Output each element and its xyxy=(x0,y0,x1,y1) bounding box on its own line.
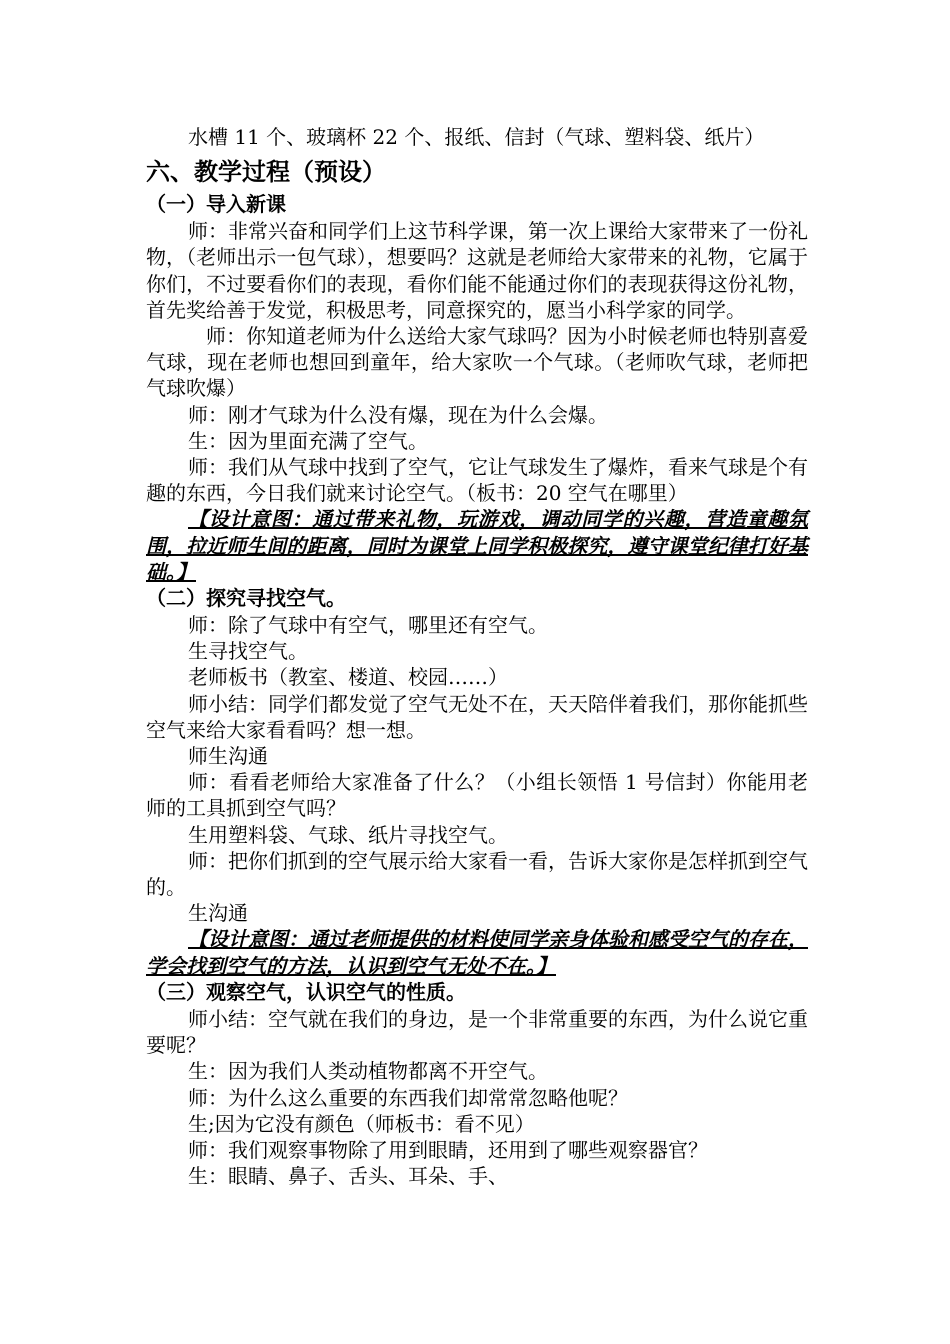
part2-paragraph: 师小结：同学们都发觉了空气无处不在，天天陪伴着我们，那你能抓些空气来给大家看看吗？想一想。 xyxy=(146,691,808,742)
part1-paragraph: 生：因为里面充满了空气。 xyxy=(188,428,428,453)
part1-paragraph: 师：非常兴奋和同学们上这节科学课，第一次上课给大家带来了一份礼物，（老师出示一包气球），想要吗？这就是老师给大家带来的礼物，它属于你们，不过要看你们的表现，看你们能不能通过你们的表现获得这份礼物，首先奖给善于发觉，积极思考，同意探究的，愿当小科学家的同学。 xyxy=(146,219,808,322)
design-intent-note: 【设计意图：通过带来礼物，玩游戏，调动同学的兴趣，营造童趣氛围，拉近师生间的距离，同时为课堂上同学积极探究，遵守课堂纪律打好基础。】 xyxy=(146,507,808,584)
materials-paragraph: 水槽 11 个、玻璃杯 22 个、报纸、信封（气球、塑料袋、纸片） xyxy=(188,125,765,149)
part3-heading: （三）观察空气，认识空气的性质。 xyxy=(146,979,466,1004)
part3-paragraph: 师小结：空气就在我们的身边，是一个非常重要的东西，为什么说它重要呢？ xyxy=(146,1006,808,1058)
part2-paragraph: 老师板书（教室、楼道、校园……） xyxy=(188,665,508,690)
part1-paragraph: 师：你知道老师为什么送给大家气球吗？因为小时候老师也特别喜爱气球，现在老师也想回到童年，给大家吹一个气球。（老师吹气球，老师把气球吹爆） xyxy=(146,324,808,401)
part1-heading: （一）导入新课 xyxy=(146,192,286,217)
part2-paragraph: 师：除了气球中有空气，哪里还有空气。 xyxy=(188,613,548,638)
part3-paragraph: 师：为什么这么重要的东西我们却常常忽略他呢？ xyxy=(188,1085,628,1110)
part2-paragraph: 师生沟通 xyxy=(188,744,268,769)
part3-paragraph: 生：眼睛、鼻子、舌头、耳朵、手、 xyxy=(188,1164,508,1189)
part3-paragraph: 生：因为我们人类动植物都离不开空气。 xyxy=(188,1059,548,1084)
part2-paragraph: 生用塑料袋、气球、纸片寻找空气。 xyxy=(188,822,508,847)
part2-paragraph: 师：把你们抓到的空气展示给大家看一看，告诉大家你是怎样抓到空气的。 xyxy=(146,848,808,900)
document-body xyxy=(146,124,808,1189)
part2-paragraph: 生寻找空气。 xyxy=(188,639,308,664)
part2-paragraph: 生沟通 xyxy=(188,901,248,926)
part3-paragraph: 师：我们观察事物除了用到眼睛，还用到了哪些观察器官？ xyxy=(188,1137,708,1162)
design-intent-note: 【设计意图：通过老师提供的材料使同学亲身体验和感受空气的存在，学会找到空气的方法，认识到空气无处不在。】 xyxy=(146,927,808,978)
part3-paragraph: 生;因为它没有颜色（师板书：看不见） xyxy=(188,1111,535,1136)
part1-paragraph: 师：刚才气球为什么没有爆，现在为什么会爆。 xyxy=(188,402,608,427)
part2-paragraph: 师：看看老师给大家准备了什么？（小组长领悟 1 号信封）你能用老师的工具抓到空气吗？ xyxy=(146,770,808,821)
part1-paragraph: 师：我们从气球中找到了空气，它让气球发生了爆炸，看来气球是个有趣的东西，今日我们就来讨论空气。（板书：20 空气在哪里） xyxy=(146,455,808,506)
part2-heading: （二）探究寻找空气。 xyxy=(146,586,346,611)
section-title: 六、教学过程（预设） xyxy=(146,158,386,187)
